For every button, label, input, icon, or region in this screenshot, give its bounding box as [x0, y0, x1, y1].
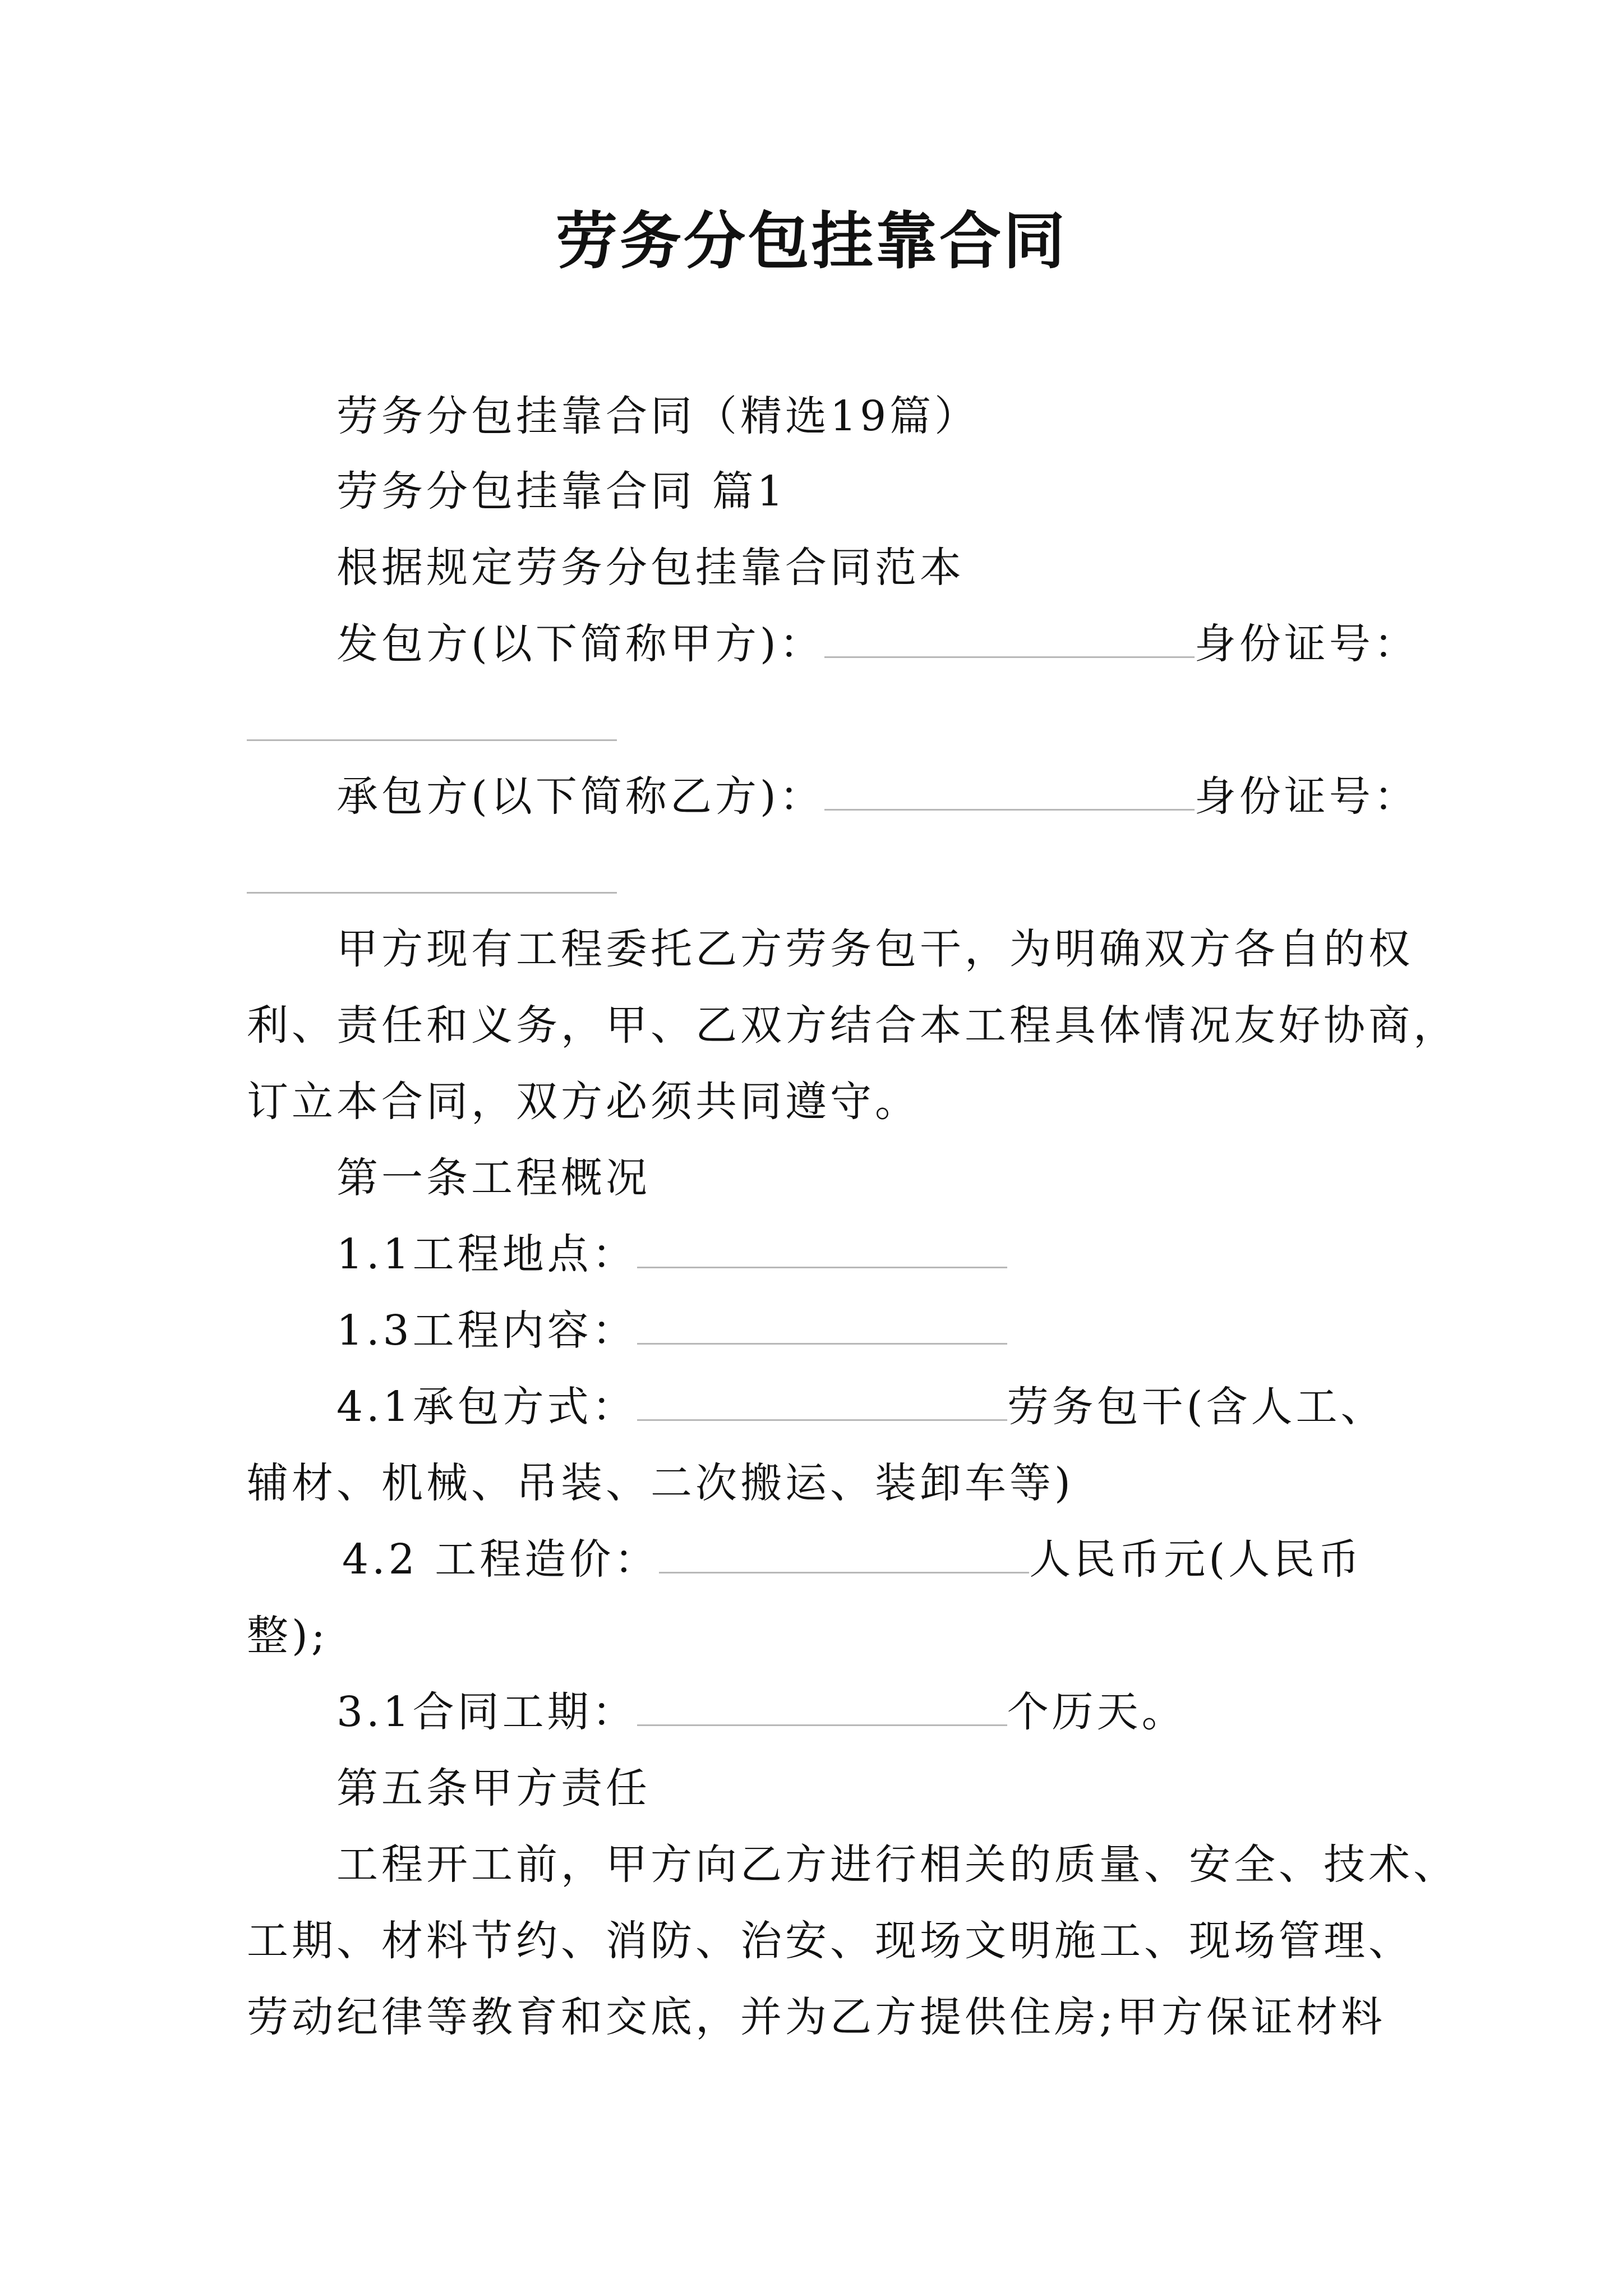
subtitle: 劳务分包挂靠合同（精选19篇） [336, 392, 980, 440]
template-name: 根据规定劳务分包挂靠合同范本 [336, 544, 965, 592]
project-location-blank[interactable] [637, 1227, 1007, 1268]
article-heading: 劳务分包挂靠合同 篇1 [336, 467, 787, 516]
item-4-2-label: 4.2 工程造价： [342, 1535, 660, 1584]
intro-line-2: 利、责任和义务，甲、乙双方结合本工程具体情况友好协商， [247, 1001, 1458, 1050]
party-a-id-blank[interactable] [247, 739, 617, 741]
project-cost-blank[interactable] [659, 1533, 1029, 1573]
party-a-line [336, 616, 1419, 672]
intro-line-3: 订立本合同，双方必须共同遵守。 [247, 1078, 920, 1126]
intro-line-1: 甲方现有工程委托乙方劳务包干，为明确双方各自的权 [336, 925, 1413, 973]
item-1-3-label: 1.3工程内容： [336, 1306, 637, 1355]
item-4-1-line [336, 1379, 1386, 1435]
party-b-name-blank[interactable] [824, 770, 1195, 811]
item-3-1-line [336, 1684, 1187, 1740]
party-b-line [336, 769, 1419, 825]
party-a-id-label: 身份证号： [1194, 620, 1419, 668]
section-1-heading: 第一条工程概况 [336, 1154, 651, 1202]
duty-line-2: 工期、材料节约、消防、治安、现场文明施工、现场管理、 [247, 1917, 1413, 1965]
party-b-label: 承包方(以下简称乙方)： [336, 772, 824, 821]
document-title: 劳务分包挂靠合同 [556, 205, 1067, 277]
item-4-2-continuation: 整); [247, 1612, 329, 1660]
item-4-1-label: 4.1承包方式： [336, 1383, 637, 1431]
contract-mode-blank[interactable] [637, 1380, 1007, 1421]
contract-duration-blank[interactable] [637, 1685, 1007, 1726]
section-5-heading: 第五条甲方责任 [336, 1764, 651, 1812]
duty-line-3: 劳动纪律等教育和交底，并为乙方提供住房;甲方保证材料 [247, 1993, 1386, 2041]
item-3-1-suffix: 个历天。 [1007, 1688, 1187, 1736]
party-b-id-blank[interactable] [247, 892, 617, 894]
item-1-1-label: 1.1工程地点： [336, 1230, 637, 1278]
item-4-2-suffix: 人民币元(人民币 [1029, 1535, 1363, 1584]
party-b-id-label: 身份证号： [1194, 772, 1419, 821]
item-4-1-suffix: 劳务包干(含人工、 [1007, 1383, 1386, 1431]
item-4-2-line [342, 1531, 1363, 1588]
party-a-name-blank[interactable] [824, 617, 1195, 658]
item-1-1-line [336, 1226, 1007, 1282]
party-a-label: 发包方(以下简称甲方)： [336, 620, 824, 668]
project-content-blank[interactable] [637, 1304, 1007, 1345]
item-1-3-line [336, 1303, 1007, 1359]
item-3-1-label: 3.1合同工期： [336, 1688, 637, 1736]
duty-line-1: 工程开工前，甲方向乙方进行相关的质量、安全、技术、 [336, 1841, 1458, 1889]
item-4-1-continuation: 辅材、机械、吊装、二次搬运、装卸车等) [247, 1459, 1074, 1507]
